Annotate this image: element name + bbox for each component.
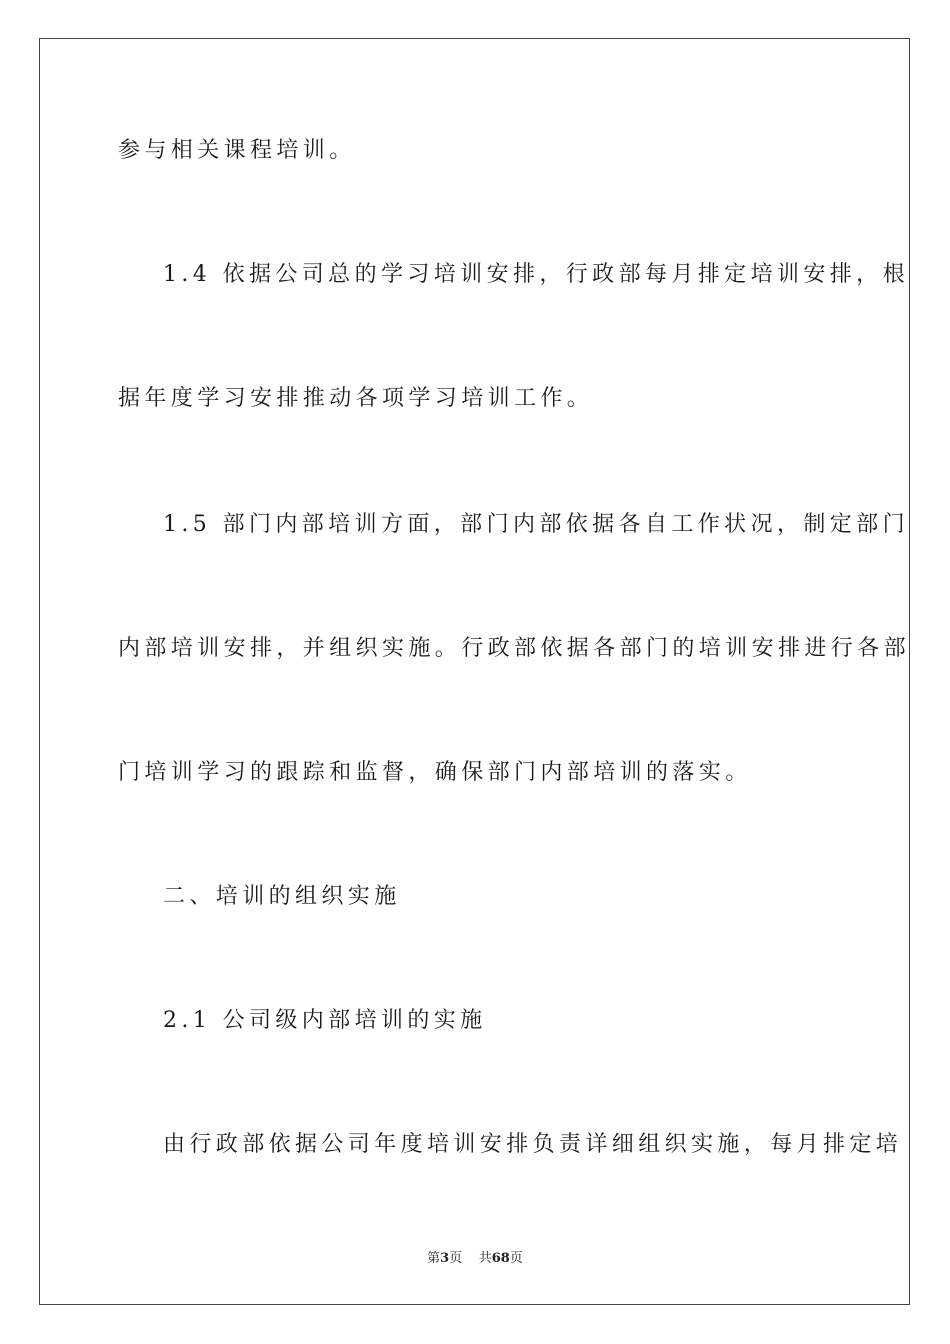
text-line-1: 参与相关课程培训。 xyxy=(118,138,356,163)
text-line-2: 1.4 依据公司总的学习培训安排，行政部每月排定培训安排，根 xyxy=(163,262,909,287)
section-heading: 二、培训的组织实施 xyxy=(163,884,401,909)
text-line-9: 由行政部依据公司年度培训安排负责详细组织实施，每月排定培 xyxy=(163,1132,903,1157)
footer-total-pages: 68 xyxy=(491,1251,510,1266)
page-footer xyxy=(0,1247,950,1266)
footer-prefix: 第 xyxy=(427,1251,441,1266)
text-line-6: 门培训学习的跟踪和监督，确保部门内部培训的落实。 xyxy=(118,760,752,785)
footer-page-suffix: 页 xyxy=(449,1251,463,1266)
page-border xyxy=(39,38,910,1305)
footer-total-suffix: 页 xyxy=(509,1251,523,1266)
text-line-3: 据年度学习安排推动各项学习培训工作。 xyxy=(118,386,594,411)
footer-page-number: 3 xyxy=(440,1251,450,1266)
footer-total-prefix: 共 xyxy=(478,1251,492,1266)
subsection-heading: 2.1 公司级内部培训的实施 xyxy=(163,1008,487,1033)
text-line-4: 1.5 部门内部培训方面，部门内部依据各自工作状况，制定部门 xyxy=(163,512,909,537)
text-line-5: 内部培训安排，并组织实施。行政部依据各部门的培训安排进行各部 xyxy=(118,636,911,661)
